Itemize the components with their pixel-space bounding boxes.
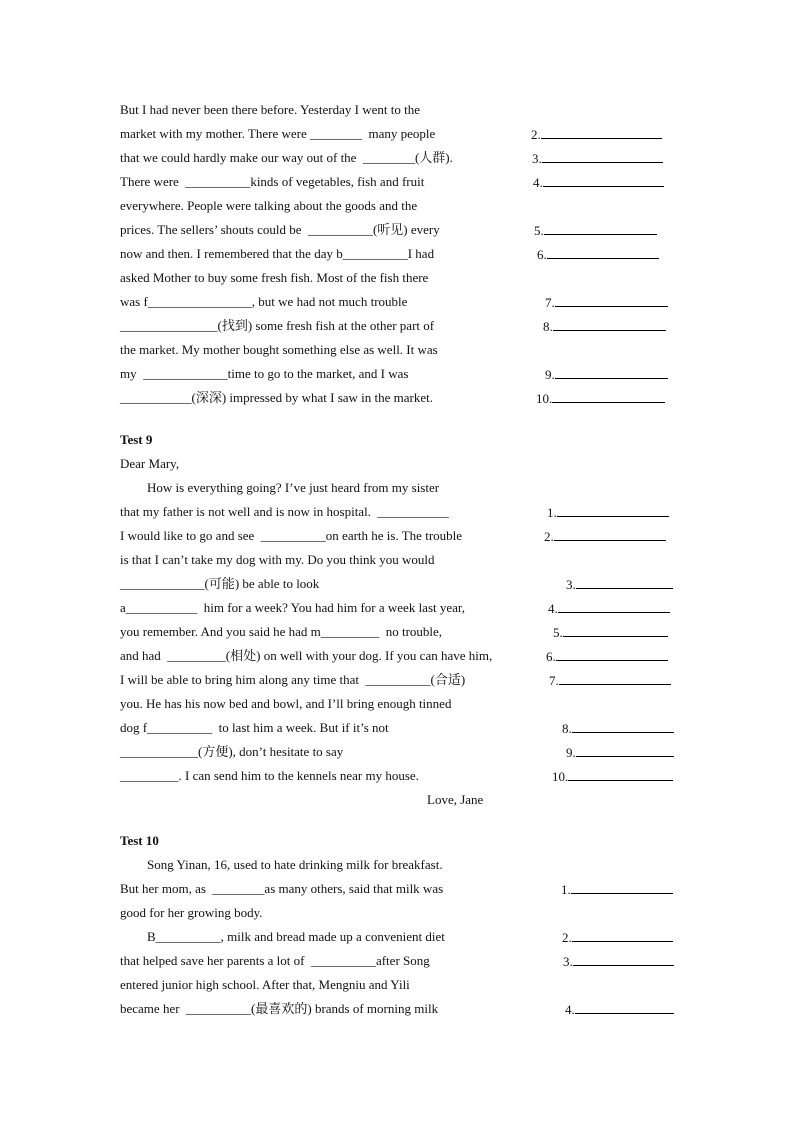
salutation: Dear Mary, bbox=[120, 456, 180, 471]
answer-slot[interactable] bbox=[561, 879, 673, 900]
text-line bbox=[0, 694, 794, 714]
answer-blank[interactable] bbox=[568, 766, 673, 781]
answer-blank[interactable] bbox=[576, 574, 673, 589]
answer-slot[interactable] bbox=[552, 766, 673, 787]
answer-blank[interactable] bbox=[571, 879, 673, 894]
answer-number: 2. bbox=[544, 529, 554, 544]
answer-blank[interactable] bbox=[559, 670, 671, 685]
line-text: _______________(找到) some fresh fish at the other part of bbox=[120, 318, 435, 333]
text-line bbox=[0, 244, 794, 264]
line-text: my _____________time to go to the market, and I was bbox=[120, 366, 409, 381]
text-line bbox=[0, 478, 794, 498]
test-9-heading: Test 9 bbox=[120, 432, 153, 447]
answer-number: 9. bbox=[566, 745, 576, 760]
line-text: B__________, milk and bread made up a convenient diet bbox=[147, 929, 445, 944]
text-line bbox=[0, 670, 794, 690]
answer-slot[interactable] bbox=[543, 316, 666, 337]
answer-blank[interactable] bbox=[572, 927, 673, 942]
text-line bbox=[0, 196, 794, 216]
line-text: But I had never been there before. Yesterday I went to the bbox=[120, 102, 420, 117]
text-line bbox=[0, 879, 794, 899]
line-text: ___________(深深) impressed by what I saw in the market. bbox=[120, 390, 434, 405]
line-text: prices. The sellers’ shouts could be __________(听见) every bbox=[120, 222, 440, 237]
text-line bbox=[0, 951, 794, 971]
answer-number: 10. bbox=[536, 391, 553, 406]
line-text: now and then. I remembered that the day b__________I had bbox=[120, 246, 435, 261]
answer-number: 5. bbox=[534, 223, 544, 238]
answer-blank[interactable] bbox=[543, 172, 664, 187]
answer-number: 6. bbox=[537, 247, 547, 262]
text-line bbox=[0, 550, 794, 570]
text-line bbox=[0, 598, 794, 618]
line-text: But her mom, as ________as many others, said that milk was bbox=[120, 881, 444, 896]
text-line bbox=[0, 855, 794, 875]
text-line bbox=[0, 903, 794, 923]
answer-number: 5. bbox=[553, 625, 563, 640]
line-text: that we could hardly make our way out of the ________(人群). bbox=[120, 150, 453, 165]
answer-slot[interactable] bbox=[547, 502, 669, 523]
answer-number: 8. bbox=[543, 319, 553, 334]
answer-blank[interactable] bbox=[563, 622, 668, 637]
text-line bbox=[0, 526, 794, 546]
answer-number: 9. bbox=[545, 367, 555, 382]
salutation-line bbox=[0, 454, 794, 474]
text-line bbox=[0, 574, 794, 594]
line-text: I will be able to bring him along any time that __________(合适) bbox=[120, 672, 466, 687]
text-line bbox=[0, 975, 794, 995]
answer-blank[interactable] bbox=[556, 646, 668, 661]
text-line bbox=[0, 292, 794, 312]
answer-number: 4. bbox=[565, 1002, 575, 1017]
line-text: market with my mother. There were ________ many people bbox=[120, 126, 436, 141]
line-text: a___________ him for a week? You had him for a week last year, bbox=[120, 600, 465, 615]
answer-number: 10. bbox=[552, 769, 569, 784]
answer-blank[interactable] bbox=[572, 718, 674, 733]
answer-number: 2. bbox=[562, 930, 572, 945]
text-line bbox=[0, 340, 794, 360]
line-text: everywhere. People were talking about the goods and the bbox=[120, 198, 418, 213]
answer-number: 3. bbox=[532, 151, 542, 166]
text-line bbox=[0, 646, 794, 666]
answer-slot[interactable] bbox=[536, 388, 665, 409]
answer-slot[interactable] bbox=[563, 951, 674, 972]
text-line bbox=[0, 148, 794, 168]
answer-blank[interactable] bbox=[542, 148, 663, 163]
text-line bbox=[0, 502, 794, 522]
line-text: ____________(方便), don’t hesitate to say bbox=[120, 744, 344, 759]
answer-slot[interactable] bbox=[548, 598, 670, 619]
text-line bbox=[0, 388, 794, 408]
line-text: asked Mother to buy some fresh fish. Most of the fish there bbox=[120, 270, 429, 285]
answer-blank[interactable] bbox=[541, 124, 662, 139]
text-line bbox=[0, 999, 794, 1019]
answer-slot[interactable] bbox=[545, 292, 668, 313]
answer-slot[interactable] bbox=[545, 364, 668, 385]
answer-blank[interactable] bbox=[576, 742, 674, 757]
line-text: and had _________(相处) on well with your dog. If you can have him, bbox=[120, 648, 493, 663]
line-text: How is everything going? I’ve just heard from my sister bbox=[147, 480, 440, 495]
test-10-heading: Test 10 bbox=[120, 833, 159, 848]
line-text: that my father is not well and is now in hospital. ___________ bbox=[120, 504, 449, 519]
answer-number: 3. bbox=[563, 954, 573, 969]
line-text: entered junior high school. After that, Mengniu and Yili bbox=[120, 977, 410, 992]
answer-slot[interactable] bbox=[549, 670, 671, 691]
line-text: you. He has his now bed and bowl, and I’ll bring enough tinned bbox=[120, 696, 452, 711]
answer-blank[interactable] bbox=[554, 526, 666, 541]
answer-slot[interactable] bbox=[562, 927, 673, 948]
line-text: I would like to go and see __________on earth he is. The trouble bbox=[120, 528, 463, 543]
line-text: There were __________kinds of vegetables, fish and fruit bbox=[120, 174, 425, 189]
answer-slot[interactable] bbox=[532, 148, 663, 169]
answer-number: 4. bbox=[533, 175, 543, 190]
answer-number: 7. bbox=[549, 673, 559, 688]
answer-number: 2. bbox=[531, 127, 541, 142]
answer-blank[interactable] bbox=[553, 316, 666, 331]
answer-blank[interactable] bbox=[544, 220, 657, 235]
line-text: you remember. And you said he had m_________ no trouble, bbox=[120, 624, 443, 639]
answer-blank[interactable] bbox=[555, 364, 668, 379]
line-text: good for her growing body. bbox=[120, 905, 263, 920]
answer-blank[interactable] bbox=[555, 292, 668, 307]
line-text: was f________________, but we had not much trouble bbox=[120, 294, 408, 309]
answer-blank[interactable] bbox=[575, 999, 674, 1014]
text-line bbox=[0, 364, 794, 384]
answer-slot[interactable] bbox=[531, 124, 662, 145]
answer-number: 1. bbox=[561, 882, 571, 897]
text-line bbox=[0, 220, 794, 240]
answer-blank[interactable] bbox=[552, 388, 665, 403]
answer-slot[interactable] bbox=[562, 718, 674, 739]
answer-slot[interactable] bbox=[534, 220, 657, 241]
answer-blank[interactable] bbox=[573, 951, 674, 966]
text-line bbox=[0, 172, 794, 192]
text-line bbox=[0, 927, 794, 947]
answer-slot[interactable] bbox=[553, 622, 668, 643]
text-line bbox=[0, 622, 794, 642]
text-line bbox=[0, 100, 794, 120]
line-text: the market. My mother bought something else as well. It was bbox=[120, 342, 438, 357]
answer-slot[interactable] bbox=[566, 574, 673, 595]
answer-blank[interactable] bbox=[547, 244, 659, 259]
line-text: became her __________(最喜欢的) brands of morning milk bbox=[120, 1001, 439, 1016]
line-text: Song Yinan, 16, used to hate drinking milk for breakfast. bbox=[147, 857, 443, 872]
answer-number: 7. bbox=[545, 295, 555, 310]
text-line bbox=[0, 742, 794, 762]
line-text: that helped save her parents a lot of __________after Song bbox=[120, 953, 430, 968]
answer-number: 4. bbox=[548, 601, 558, 616]
answer-slot[interactable] bbox=[533, 172, 664, 193]
answer-blank[interactable] bbox=[557, 502, 669, 517]
answer-slot[interactable] bbox=[565, 999, 674, 1020]
line-text: _________. I can send him to the kennels near my house. bbox=[120, 768, 419, 783]
text-line bbox=[0, 766, 794, 786]
letter-closing: Love, Jane bbox=[427, 792, 484, 807]
answer-slot[interactable] bbox=[546, 646, 668, 667]
line-text: is that I can’t take my dog with my. Do you think you would bbox=[120, 552, 435, 567]
text-line bbox=[0, 718, 794, 738]
answer-slot[interactable] bbox=[566, 742, 674, 763]
text-line bbox=[0, 124, 794, 144]
answer-number: 8. bbox=[562, 721, 572, 736]
answer-number: 3. bbox=[566, 577, 576, 592]
text-line bbox=[0, 316, 794, 336]
answer-number: 6. bbox=[546, 649, 556, 664]
text-line bbox=[0, 268, 794, 288]
answer-slot[interactable] bbox=[537, 244, 659, 265]
line-text: dog f__________ to last him a week. But if it’s not bbox=[120, 720, 389, 735]
answer-blank[interactable] bbox=[558, 598, 670, 613]
line-text: _____________(可能) be able to look bbox=[120, 576, 320, 591]
answer-number: 1. bbox=[547, 505, 557, 520]
answer-slot[interactable] bbox=[544, 526, 666, 547]
